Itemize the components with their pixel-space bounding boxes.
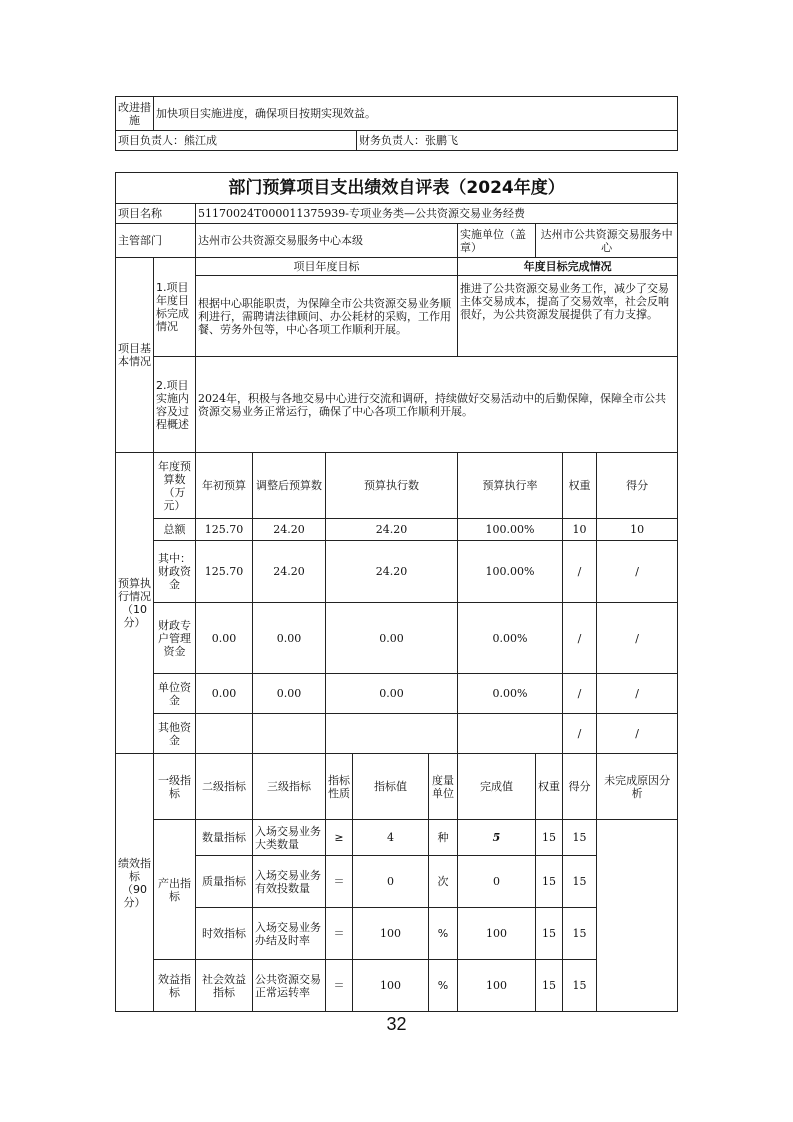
budget-header: 年度预算数（万元）	[154, 453, 196, 519]
impl-unit-label: 实施单位（盖章）	[458, 224, 536, 258]
perf-group-label: 产出指标	[154, 820, 196, 960]
perf-score: 15	[563, 960, 597, 1012]
budget-row-label: 其中：财政资金	[154, 541, 196, 603]
perf-actual: 100	[458, 960, 536, 1012]
budget-header: 得分	[597, 453, 678, 519]
perf-nature: ＝	[326, 960, 353, 1012]
perf-header: 一级指标	[154, 754, 196, 820]
perf-header: 三级指标	[253, 754, 326, 820]
perf-actual: 0	[458, 856, 536, 908]
perf-weight: 15	[536, 908, 563, 960]
budget-score: /	[597, 714, 678, 754]
evaluation-table	[115, 172, 678, 1012]
done-text: 推进了公共资源交易业务工作，减少了交易主体交易成本，提高了交易效率，社会反响很好，为公共资源发展提供了有力支撑。	[458, 276, 678, 357]
project-name-label: 项目名称	[116, 204, 196, 224]
budget-initial	[196, 714, 253, 754]
budget-executed: 0.00	[326, 674, 458, 714]
perf-nature: ＝	[326, 908, 353, 960]
budget-header: 调整后预算数	[253, 453, 326, 519]
budget-initial: 0.00	[196, 674, 253, 714]
perf-l2: 质量指标	[196, 856, 253, 908]
budget-row-label: 总额	[154, 519, 196, 541]
perf-header: 得分	[563, 754, 597, 820]
perf-target: 100	[353, 960, 429, 1012]
page-number: 32	[386, 1014, 407, 1034]
improve-label: 改进措施	[116, 97, 154, 131]
perf-row	[116, 820, 678, 856]
budget-executed: 24.20	[326, 541, 458, 603]
budget-header: 预算执行数	[326, 453, 458, 519]
budget-adjusted: 24.20	[253, 541, 326, 603]
perf-l3: 入场交易业务办结及时率	[253, 908, 326, 960]
perf-unit: %	[429, 960, 458, 1012]
improvement-table	[115, 96, 678, 151]
budget-adjusted: 0.00	[253, 674, 326, 714]
budget-executed: 24.20	[326, 519, 458, 541]
budget-header: 权重	[563, 453, 597, 519]
process-text: 2024年，积极与各地交易中心进行交流和调研，持续做好交易活动中的后勤保障，保障全市公共资源交易业务正常运行，确保了中心各项工作顺利开展。	[196, 357, 678, 453]
perf-weight: 15	[536, 820, 563, 856]
budget-row	[116, 674, 678, 714]
perf-target: 0	[353, 856, 429, 908]
budget-rate: 0.00%	[458, 603, 563, 674]
perf-unit: 次	[429, 856, 458, 908]
project-leader: 项目负责人：熊江成	[116, 131, 357, 151]
perf-l3: 入场交易业务大类数量	[253, 820, 326, 856]
finance-leader: 财务负责人：张鹏飞	[357, 131, 678, 151]
dept-value: 达州市公共资源交易服务中心本级	[196, 224, 458, 258]
budget-rate: 100.00%	[458, 519, 563, 541]
improve-text: 加快项目实施进度，确保项目按期实现效益。	[154, 97, 678, 131]
perf-header: 指标值	[353, 754, 429, 820]
perf-unit: %	[429, 908, 458, 960]
budget-section-label: 预算执行情况（10分）	[116, 453, 154, 754]
basic-section-label: 项目基本情况	[116, 258, 154, 453]
perf-row	[116, 908, 678, 960]
budget-rate: 100.00%	[458, 541, 563, 603]
budget-rate	[458, 714, 563, 754]
perf-l2: 数量指标	[196, 820, 253, 856]
budget-adjusted: 0.00	[253, 603, 326, 674]
perf-header: 指标性质	[326, 754, 353, 820]
budget-header: 年初预算	[196, 453, 253, 519]
budget-initial: 0.00	[196, 603, 253, 674]
budget-rate: 0.00%	[458, 674, 563, 714]
perf-reason	[597, 820, 678, 1012]
perf-l2: 社会效益指标	[196, 960, 253, 1012]
perf-weight: 15	[536, 856, 563, 908]
perf-l2: 时效指标	[196, 908, 253, 960]
budget-row	[116, 603, 678, 674]
budget-score: /	[597, 541, 678, 603]
perf-weight: 15	[536, 960, 563, 1012]
budget-row	[116, 519, 678, 541]
process-row-label: 2.项目实施内容及过程概述	[154, 357, 196, 453]
done-header: 年度目标完成情况	[458, 258, 678, 276]
perf-target: 4	[353, 820, 429, 856]
budget-score: 10	[597, 519, 678, 541]
budget-executed: 0.00	[326, 603, 458, 674]
perf-header: 权重	[536, 754, 563, 820]
budget-initial: 125.70	[196, 519, 253, 541]
page-title: 部门预算项目支出绩效自评表（2024年度）	[116, 173, 678, 204]
goal-header: 项目年度目标	[196, 258, 458, 276]
perf-score: 15	[563, 908, 597, 960]
budget-weight: 10	[563, 519, 597, 541]
goal-row-label: 1.项目年度目标完成情况	[154, 258, 196, 357]
budget-executed	[326, 714, 458, 754]
perf-target: 100	[353, 908, 429, 960]
budget-weight: /	[563, 674, 597, 714]
budget-score: /	[597, 674, 678, 714]
impl-unit-value: 达州市公共资源交易服务中心	[536, 224, 678, 258]
perf-header: 未完成原因分析	[597, 754, 678, 820]
budget-initial: 125.70	[196, 541, 253, 603]
perf-nature: ≥	[326, 820, 353, 856]
perf-header: 完成值	[458, 754, 536, 820]
budget-row-label: 财政专户管理资金	[154, 603, 196, 674]
budget-adjusted	[253, 714, 326, 754]
perf-group-label: 效益指标	[154, 960, 196, 1012]
budget-row	[116, 541, 678, 603]
perf-row	[116, 856, 678, 908]
budget-row-label: 单位资金	[154, 674, 196, 714]
perf-header: 度量单位	[429, 754, 458, 820]
perf-header: 二级指标	[196, 754, 253, 820]
perf-score: 15	[563, 856, 597, 908]
perf-actual: 5	[458, 820, 536, 856]
dept-label: 主管部门	[116, 224, 196, 258]
budget-row	[116, 714, 678, 754]
budget-weight: /	[563, 714, 597, 754]
perf-row	[116, 960, 678, 1012]
perf-nature: ＝	[326, 856, 353, 908]
perf-l3: 入场交易业务有效投数量	[253, 856, 326, 908]
budget-weight: /	[563, 541, 597, 603]
perf-section-label: 绩效指标（90分）	[116, 754, 154, 1012]
project-name-value: 51170024T000011375939-专项业务类—公共资源交易业务经费	[196, 204, 678, 224]
perf-actual: 100	[458, 908, 536, 960]
perf-score: 15	[563, 820, 597, 856]
budget-adjusted: 24.20	[253, 519, 326, 541]
goal-text: 根据中心职能职责，为保障全市公共资源交易业务顺利进行，需聘请法律顾问、办公耗材的采购，工作用餐、劳务外包等，中心各项工作顺利开展。	[196, 276, 458, 357]
budget-score: /	[597, 603, 678, 674]
perf-unit: 种	[429, 820, 458, 856]
perf-l3: 公共资源交易正常运转率	[253, 960, 326, 1012]
budget-weight: /	[563, 603, 597, 674]
budget-header: 预算执行率	[458, 453, 563, 519]
budget-row-label: 其他资金	[154, 714, 196, 754]
